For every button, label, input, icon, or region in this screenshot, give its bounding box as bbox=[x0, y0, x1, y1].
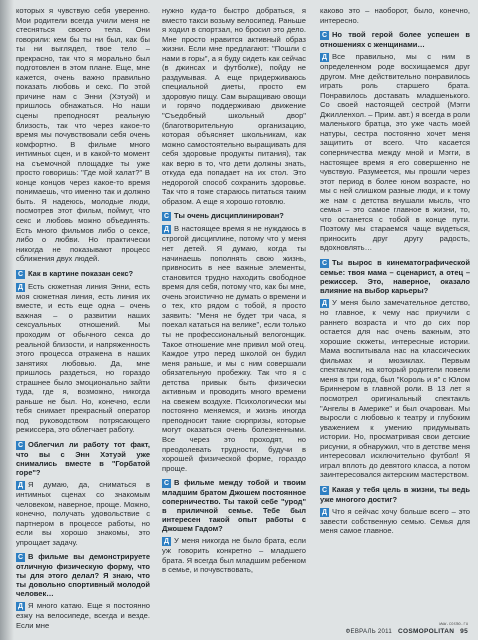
answer-text: Я думаю, да, сниматься в интимных сценах со знакомым человеком, наверное, проще. Можно, конечно, получать удовольствие с партнером в процессе работы, но если вы хорошо знакомы, это упрощает задачу. bbox=[16, 479, 150, 547]
answer-text: Все правильно, мы с ним в определенном роде восхищаемся друг другом. Мне действительно понравилось играть роль старшего брата. Понравилось доставать младшенького. Со своей настоящей сестрой (Мэгги Джилленхол. – Прим. авт.) я всегда в роли маленького братца, это уже часть моей натуры, сестра постоянно хочет меня защитить от всего. Что касается соперничества между мной и Мэгги, в настоящее время я его совершенно не чувствую. Разумеется, мы прошли через этот период в более юном возрасте, но мы с ней слишком разные люди, и к тому же нам с детства внушали мысль, что семья – это самое главное в жизни, то, что останется с тобой в конце пути. Поэтому мы стараемся чаще видеться, приносить друг другу радость, вдохновлять… bbox=[320, 52, 470, 253]
question-text: В фильме вы демонстрируете отличную физическую форму, что ты для этого делал? Я знаю, что ты довольно спортивный молодой человек… bbox=[16, 552, 150, 599]
footer-magazine: COSMOPOLITAN bbox=[397, 628, 455, 635]
answer-badge: Д bbox=[322, 300, 327, 308]
footer-date: ФЕВРАЛЬ 2011 bbox=[345, 629, 393, 635]
question bbox=[320, 258, 470, 295]
answer-text: Что я сейчас хочу больше всего – это завести собственную семью. Семья для меня самое главное. bbox=[320, 506, 470, 536]
column-2 bbox=[162, 6, 306, 577]
question-text: Какая у тебя цель в жизни, ты ведь уже многого достиг? bbox=[320, 484, 470, 504]
answer-text: Я много катаю. Еще я постоянно езжу на велосипеде, всегда и везде. Если мне bbox=[16, 601, 150, 630]
answer-text: У меня никогда не было брата, если уж говорить конкретно – младшего брата. Я всегда был младшим ребенком в семье, и почувствовать, bbox=[162, 536, 306, 575]
paragraph: нужно куда-то быстро добраться, я вместо такси возьму велосипед. Раньше я ходил в спортзал, но бросил это дело. Мне просто нравится активный образ жизни. Если мне предлагают: "Пошли с нами в горы", а я буду сидеть как сейчас (в джинсах и футболке), пойду не раздумывая. А еще придерживаюсь специальной диеты, просто ем здоровую пищу. Сам выращиваю овощи и горячо поддерживаю движение "Съедобный школьный двор" (благотворительную организацию, которая объясняет школьникам, как можно самостоятельно выращивать для себя здоровые продукты питания), так как верю в то, что дети должны знать, откуда еда попадает на их стол. Это недорогой способ сохранить здоровье. Так что я тоже стараюсь питаться таким образом. А еще я хорошо готовлю. bbox=[162, 6, 306, 206]
question-text: Как в картине показан секс? bbox=[28, 268, 134, 278]
answer bbox=[320, 52, 470, 253]
column-3 bbox=[320, 6, 470, 538]
answer-badge: Д bbox=[322, 508, 327, 516]
question-text: Облегчил ли работу тот факт, что вы с Энн Хэтуэй уже снимались вместе в "Горбатой горе"? bbox=[16, 439, 150, 477]
question-badge: C bbox=[321, 260, 328, 268]
question bbox=[320, 30, 470, 49]
question bbox=[320, 485, 470, 504]
question-badge: C bbox=[163, 480, 170, 488]
answer-badge: Д bbox=[18, 283, 23, 291]
question bbox=[16, 269, 150, 279]
answer-text: У меня было замечательное детство, но главное, к чему нас приучили с раннего возраста и что до сих пор остается для нас очень важным, это хорошие сюжеты, интересные истории. Мама воспитывала нас на классических фильмах и мюзиклах. Первым спектаклем, на который родители повели меня в три года, был "Король и я" с Юлом Бриннером в главной роли. В 13 лет я посмотрел оригинальный спектакль "Ангелы в Америке" и был очарован. Мы выросли с любовью к театру и глубоким уважением к умению придумывать истории. Но, просматривая свои детские рисунки, я обнаружил, что в детстве меня интересовал исключительно футбол! Я играл вплоть до девятого класса, а потом заинтересовался актерским мастерством. bbox=[320, 298, 470, 480]
question bbox=[162, 211, 306, 221]
footer-code: www.cosmo.ru bbox=[439, 621, 468, 626]
page-footer bbox=[346, 628, 468, 635]
question-badge: C bbox=[321, 486, 328, 494]
answer bbox=[320, 298, 470, 480]
question-badge: C bbox=[163, 213, 170, 221]
page-number: 95 bbox=[460, 628, 468, 635]
question-text: Ты вырос в кинематографической семье: твоя мама – сценарист, а отец – режиссер. Это, наверное, оказало влияние на выбор карьеры? bbox=[320, 258, 470, 296]
answer-badge: Д bbox=[18, 603, 23, 611]
answer bbox=[320, 507, 470, 536]
question-text: Но твой герой более успешен в отношениях с женщинами… bbox=[320, 30, 470, 50]
answer bbox=[16, 601, 150, 630]
answer bbox=[162, 536, 306, 575]
page-gutter-shadow bbox=[0, 0, 14, 640]
answer-badge: Д bbox=[18, 481, 23, 489]
answer-text: В настоящее время я не нуждаюсь в строгой дисциплине, потому что у меня нет детей. Я думаю, когда ты начинаешь пополнять свою жизнь, привносить в нее важные элементы, становится трудно находить свободное время для себя, потому что, как бы мне, очень эгоистично не думать о времени и о тех, кто рядом с тобой, я просто заявить: "Меня не будет три часа, я поехал кататься на велике", если только ты не профессиональный велогонщик. Такое отношение мне привил мой отец. Каждое утро перед школой он будил меня раньше, и мы с ним совершали обязательную пробежку. Так что я с детства привык быть физически активным и проводить много времени на свежем воздухе. Психологически мы постоянно меняемся, и жизнь иногда преподносит такие сюрпризы, которые могут оказаться очень болезненными. Все через это проходят, но преодолевать трудности, будучи в хорошей физической форме, гораздо проще. bbox=[162, 224, 306, 473]
question-text: В фильме между тобой и твоим младшим братом Джошем постоянное соперничество. Ты такой себе "урод" в приличной семье. Тебе был интересен такой опыт работы с Джошем Гадом? bbox=[162, 478, 306, 534]
paragraph: каково это – наоборот, было, конечно, интересно. bbox=[320, 6, 470, 25]
question-badge: C bbox=[321, 32, 328, 40]
question-badge: C bbox=[17, 441, 24, 449]
column-1 bbox=[16, 6, 150, 632]
paragraph: которых я чувствую себя уверенно. Мои родители всегда учили меня не стесняться своего тела. Они говорили: кем бы ты ни был, как бы ты ни выглядел, твое тело – прекрасно, так что я морально был подготовлен в этом плане. Еще, мне кажется, очень важно правильно показать любовь и секс. По этой причине нам с Энни (Хэтуэй) и пришлось обнажаться. Но наши сцены преподносят реальную близость, так что через какое-то время мы почувствовали себя очень комфортно. В фильме много интимных сцен, и в какой-то момент на съемочной площадке ты уже просто говоришь: "Где мой халат?" В конце концов через какое-то время понимаешь, что именно так и должно быть. Я надеюсь, молодые люди, посмотрев этот фильм, поймут, что секс и любовь можно объединять. Есть много фильмов либо о сексе, либо о любви. Но практически никогда не показывают процесс сближения двух людей. bbox=[16, 6, 150, 264]
answer-badge: Д bbox=[164, 226, 169, 234]
answer bbox=[16, 282, 150, 435]
answer-text: Есть сюжетная линия Энни, есть моя сюжетная линия, есть линия их вместе, и есть еще одна – очень важная – о развитии наших сексуальных отношений. Мы проходим от обычного секса до реальной близости, и напряженность этого процесса отражена в наших занятиях любовью. Да, мне пришлось раздеться, но гораздо страшнее было эмоционально зайти туда, где я, возможно, никогда раньше не был. Но, конечно, если тебя снимает прекрасный оператор под руководством потрясающего режиссера, это облегчает работу. bbox=[16, 281, 150, 435]
question-badge: C bbox=[17, 554, 24, 562]
answer-badge: Д bbox=[164, 538, 169, 546]
question-text: Ты очень дисциплинирован? bbox=[174, 211, 284, 221]
answer-badge: Д bbox=[322, 54, 327, 62]
answer bbox=[162, 224, 306, 473]
answer bbox=[16, 480, 150, 547]
question bbox=[16, 552, 150, 598]
question bbox=[162, 478, 306, 533]
question bbox=[16, 440, 150, 477]
question-badge: C bbox=[17, 270, 24, 278]
